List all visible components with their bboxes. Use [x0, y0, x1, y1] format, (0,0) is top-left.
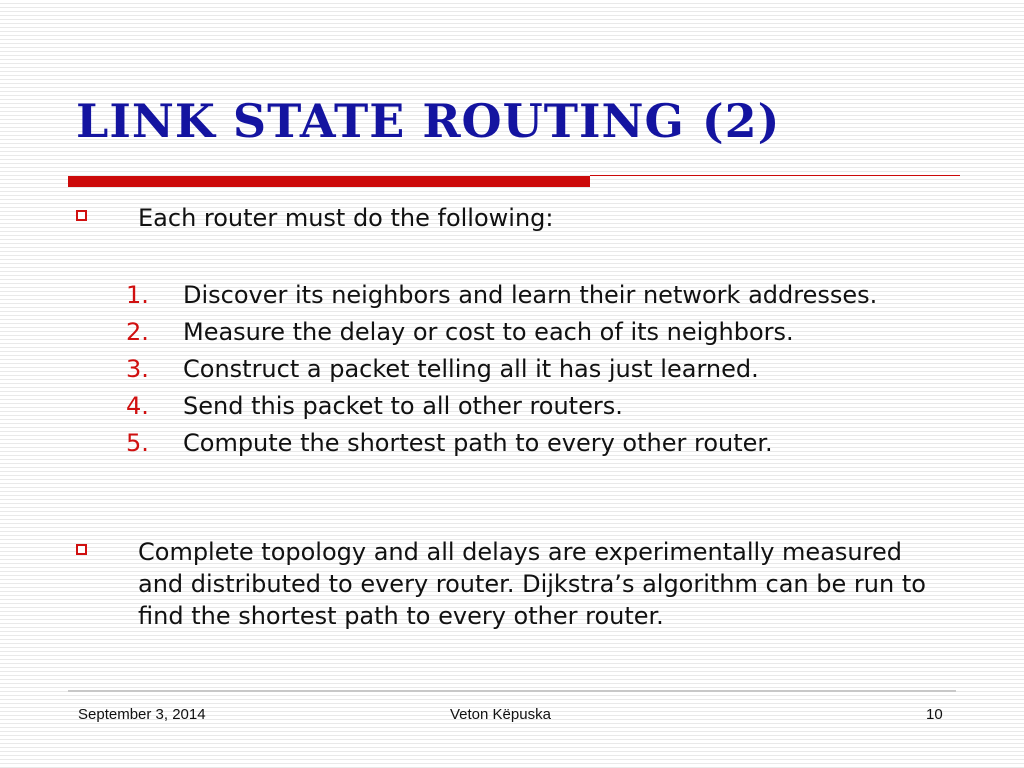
list-item	[126, 354, 926, 384]
footer-divider	[68, 690, 956, 692]
step-number: 3.	[126, 355, 149, 383]
bullet-text-1: Each router must do the following:	[138, 204, 554, 232]
step-number: 4.	[126, 392, 149, 420]
footer-author: Veton Këpuska	[450, 706, 551, 723]
list-item	[126, 317, 926, 347]
list-item	[126, 391, 926, 421]
square-bullet-icon	[76, 544, 87, 555]
bullet-text-2: Complete topology and all delays are experimentally measured and distributed to every router. Dijkstra’s algorithm can be run to find the shortest path to every other router.	[138, 538, 926, 630]
steps-list	[126, 280, 926, 465]
step-text: Send this packet to all other routers.	[183, 392, 623, 420]
step-text: Discover its neighbors and learn their network addresses.	[183, 281, 878, 309]
step-text: Construct a packet telling all it has just learned.	[183, 355, 759, 383]
list-item	[126, 428, 926, 458]
footer-date: September 3, 2014	[78, 706, 206, 723]
step-text: Measure the delay or cost to each of its neighbors.	[183, 318, 794, 346]
step-number: 5.	[126, 429, 149, 457]
footer-page-number: 10	[926, 706, 943, 723]
square-bullet-icon	[76, 210, 87, 221]
step-text: Compute the shortest path to every other router.	[183, 429, 773, 457]
step-number: 1.	[126, 281, 149, 309]
step-number: 2.	[126, 318, 149, 346]
list-item	[126, 280, 926, 310]
title-underline-bar	[68, 176, 590, 187]
title-underline-rule	[590, 175, 960, 176]
slide-title: LINK STATE ROUTING (2)	[76, 94, 781, 148]
